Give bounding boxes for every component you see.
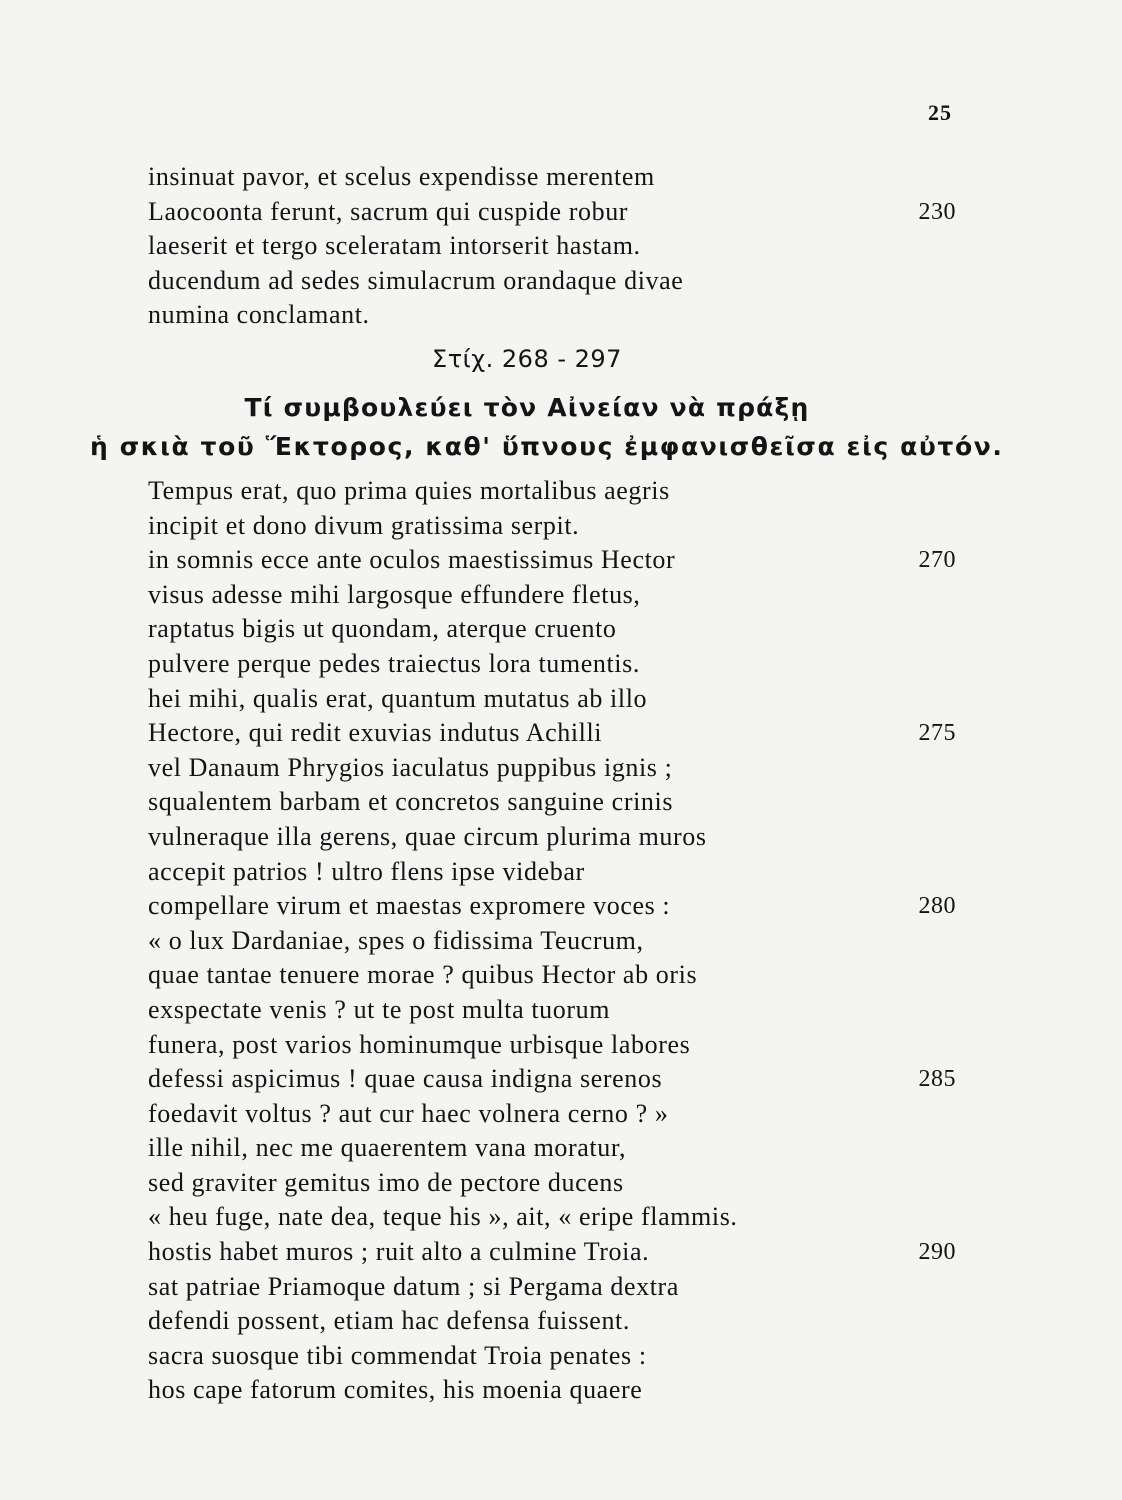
verse-line <box>148 1373 956 1408</box>
verse-line <box>148 1304 956 1339</box>
verse-line-text: defessi aspicimus ! quae causa indigna serenos <box>148 1064 663 1094</box>
verse-line <box>148 509 956 544</box>
line-number: 290 <box>918 1239 956 1266</box>
verse-line-text: sat patriae Priamoque datum ; si Pergama dextra <box>148 1271 679 1301</box>
verse-line-text: sed graviter gemitus imo de pectore ducens <box>148 1167 624 1197</box>
verse-line-text: visus adesse mihi largosque effundere fletus, <box>148 579 641 609</box>
verse-line <box>148 855 956 890</box>
verse-line-text: laeserit et tergo sceleratam intorserit hastam. <box>148 231 641 261</box>
verse-line <box>148 785 956 820</box>
verse-line <box>148 647 956 682</box>
section-reference: Στίχ. 268 - 297 <box>432 345 622 373</box>
verse-line-text: hei mihi, qualis erat, quantum mutatus ab illo <box>148 683 648 713</box>
line-number: 280 <box>918 893 956 920</box>
verse-line-text: hos cape fatorum comites, his moenia quaere <box>148 1375 643 1405</box>
verse-line-text: accepit patrios ! ultro flens ipse videbar <box>148 856 585 886</box>
verse-line-text: defendi possent, etiam hac defensa fuissent. <box>148 1306 630 1336</box>
verse-line <box>148 1166 956 1201</box>
verse-line <box>148 1235 956 1270</box>
verse-line-text: hostis habet muros ; ruit alto a culmine Troia. <box>148 1237 650 1267</box>
verse-block-latin-2 <box>148 474 956 1408</box>
verse-line <box>148 1097 956 1132</box>
verse-line <box>148 1131 956 1166</box>
verse-line <box>148 993 956 1028</box>
verse-line-text: foedavit voltus ? aut cur haec volnera cerno ? » <box>148 1098 669 1128</box>
verse-line <box>148 889 956 924</box>
verse-line <box>148 1028 956 1063</box>
verse-line <box>148 1062 956 1097</box>
line-number: 270 <box>918 547 956 574</box>
verse-line-text: ille nihil, nec me quaerentem vana moratur, <box>148 1133 627 1163</box>
verse-line <box>148 229 956 264</box>
verse-line <box>148 751 956 786</box>
verse-line-text: sacra suosque tibi commendat Troia penates : <box>148 1340 647 1370</box>
verse-line <box>148 195 956 230</box>
verse-line <box>148 1200 956 1235</box>
verse-line-text: Hectore, qui redit exuvias indutus Achilli <box>148 718 603 748</box>
verse-line-text: Tempus erat, quo prima quies mortalibus aegris <box>148 476 670 505</box>
verse-line-text: vulneraque illa gerens, quae circum plurima muros <box>148 821 707 851</box>
verse-line-text: quae tantae tenuere morae ? quibus Hector ab oris <box>148 960 698 990</box>
verse-line-text: numina conclamant. <box>148 300 370 330</box>
verse-line-text: incipit et dono divum gratissima serpit. <box>148 510 580 540</box>
verse-line <box>148 1270 956 1305</box>
verse-line <box>148 264 956 299</box>
verse-line-text: raptatus bigis ut quondam, aterque cruento <box>148 614 617 644</box>
verse-line <box>148 682 956 717</box>
verse-line <box>148 474 956 509</box>
verse-line-text: « heu fuge, nate dea, teque his », ait, « eripe flammis. <box>148 1202 738 1232</box>
verse-line-text: compellare virum et maestas expromere voces : <box>148 891 671 921</box>
verse-line-text: Laocoonta ferunt, sacrum qui cuspide robur <box>148 196 629 226</box>
verse-line <box>148 958 956 993</box>
verse-line-text: exspectate venis ? ut te post multa tuorum <box>148 994 611 1024</box>
verse-line <box>148 612 956 647</box>
section-heading-line-1: Τί συμβουλεύει τὸν Αἰνείαν νὰ πράξῃ <box>244 393 810 422</box>
verse-line-text: « o lux Dardaniae, spes o fidissima Teucrum, <box>148 925 644 955</box>
verse-line-text: ducendum ad sedes simulacrum orandaque divae <box>148 265 684 295</box>
verse-line-text: in somnis ecce ante oculos maestissimus Hector <box>148 545 676 575</box>
verse-line <box>148 716 956 751</box>
verse-line-text: insinuat pavor, et scelus expendisse merentem <box>148 162 655 191</box>
verse-line-text: squalentem barbam et concretos sanguine crinis <box>148 787 674 817</box>
verse-line-text: pulvere perque pedes traiectus lora tumentis. <box>148 648 640 678</box>
section-heading-line-2: ἡ σκιὰ τοῦ Ἕκτορος, καθ' ὕπνους ἐμφανισθεῖσα εἰς αὐτόν. <box>90 432 1004 461</box>
verse-line-text: vel Danaum Phrygios iaculatus puppibus ignis ; <box>148 752 673 782</box>
verse-line <box>148 160 956 195</box>
page-number: 25 <box>928 100 952 125</box>
verse-line <box>148 924 956 959</box>
verse-line <box>148 543 956 578</box>
verse-line <box>148 578 956 613</box>
line-number: 230 <box>918 198 956 225</box>
verse-line-text: funera, post varios hominumque urbisque labores <box>148 1029 691 1059</box>
verse-block-latin-1 <box>148 160 956 333</box>
verse-line <box>148 820 956 855</box>
line-number: 285 <box>918 1066 956 1093</box>
line-number: 275 <box>918 720 956 747</box>
verse-line <box>148 1339 956 1374</box>
verse-line <box>148 298 956 333</box>
